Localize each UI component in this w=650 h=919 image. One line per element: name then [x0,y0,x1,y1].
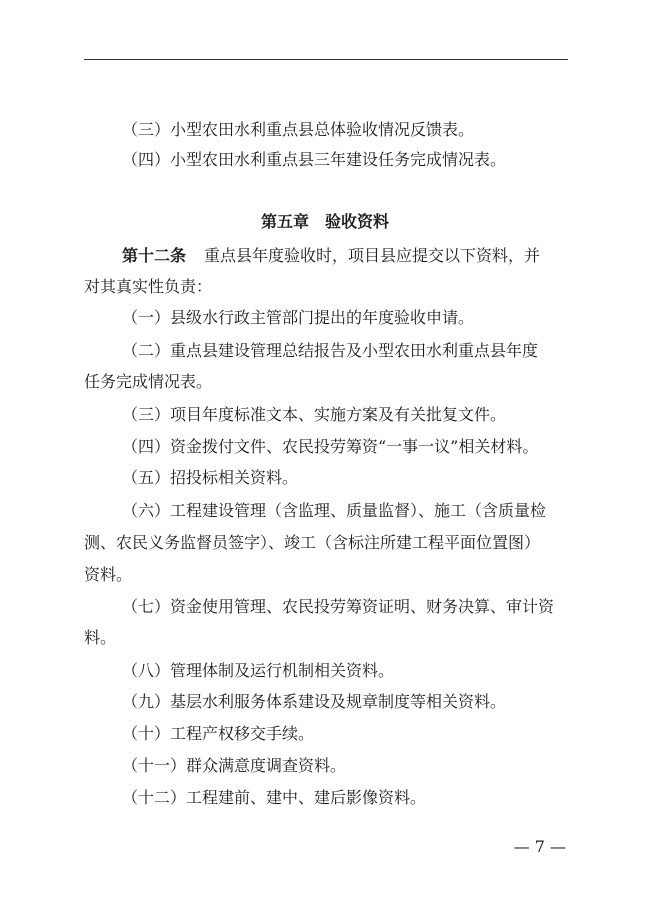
article-line [122,245,540,267]
article-text: 重点县年度验收时，项目县应提交以下资料，并 [204,246,541,265]
list-item-continuation: 测、农民义务监督员签字）、竣工（含标注所建工程平面位置图） [84,533,541,552]
article-title: 第十二条 [122,246,187,265]
page-number: — 7 — [513,837,566,856]
list-item: （五）招投标相关资料。 [122,468,299,487]
list-item: （十二）工程建前、建中、建后影像资料。 [122,788,427,807]
list-item: （二）重点县建设管理总结报告及小型农田水利重点县年度 [122,341,539,360]
list-item: （四）小型农田水利重点县三年建设任务完成情况表。 [122,150,507,169]
list-item: （六）工程建设管理（含监理、质量监督）、施工（含质量检 [122,501,547,520]
list-item: （七）资金使用管理、农民投劳筹资证明、财务决算、审计资 [122,597,555,616]
list-item: （三）小型农田水利重点县总体验收情况反馈表。 [122,120,475,139]
list-item: （四）资金拨付文件、农民投劳筹资“一事一议”相关材料。 [122,437,539,456]
list-item-continuation: 料。 [84,628,117,647]
chapter-title: 第五章 验收资料 [260,212,389,231]
list-item: （一）县级水行政主管部门提出的年度验收申请。 [122,308,475,327]
list-item: （十一）群众满意度调查资料。 [122,756,347,775]
list-item: （十）工程产权移交手续。 [122,724,315,743]
header-rule [84,59,568,60]
list-item-continuation: 任务完成情况表。 [84,372,213,391]
list-item: （九）基层水利服务体系建设及规章制度等相关资料。 [122,692,507,711]
list-item: （三）项目年度标准文本、实施方案及有关批复文件。 [122,405,507,424]
list-item-continuation: 资料。 [84,565,133,584]
article-line: 对其真实性负责： [84,277,213,296]
list-item: （八）管理体制及运行机制相关资料。 [122,661,395,680]
